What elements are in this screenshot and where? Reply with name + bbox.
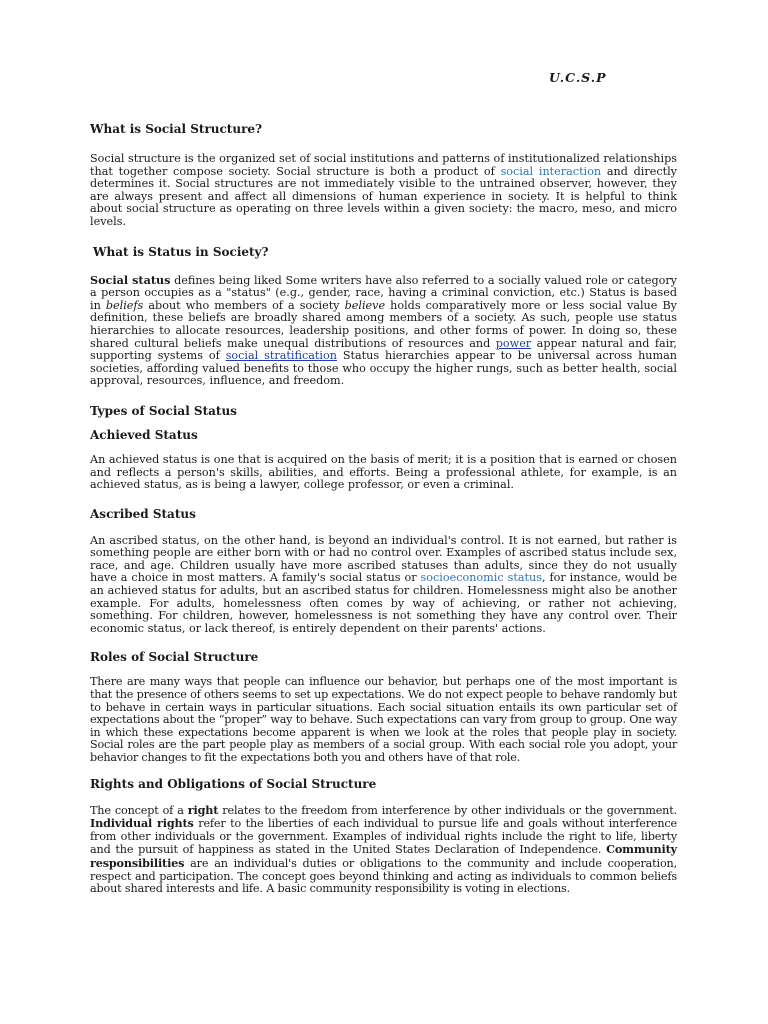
heading-rights-and-obligations: Rights and Obligations of Social Structure xyxy=(90,776,377,791)
paragraph-ascribed-status: An ascribed status, on the other hand, is beyond an individual's control. It is not earned, but rather is something people are either born with or had no control over. Examples of ascribed status include sex, race, and age. Children usually have more ascribed statuses than adults, since they do not usually have a choice in most matters. A family's social status or socioeconomic status, for instance, would be an achieved status for adults, but an ascribed status for children. Homelessness might also be another example. For adults, homelessness often comes by way of achieving, or rather not achieving, something. For children, however, homelessness is not something they have any control over. Their economic status, or lack thereof, is entirely dependent on their parents' actions. xyxy=(90,533,677,635)
link-social-stratification[interactable]: social stratification xyxy=(225,349,337,363)
link-social-interaction[interactable]: social interaction xyxy=(500,164,602,178)
paragraph-rights: The concept of a right relates to the freedom from interference by other individuals or the government. Individual rights refer to the liberties of each individual to pursue life and goals without interference from other individuals or the government. Examples of individual rights include the right to life, liberty and the pursuit of happiness as stated in the United States Declaration of Independence. Community responsibilities are an individual's duties or obligations to the community and include cooperation, respect and participation. The concept goes beyond thinking and acting as individuals to common beliefs about shared interests and life. A basic community responsibility is voting in elections. xyxy=(90,802,677,896)
heading-achieved-status: Achieved Status xyxy=(90,427,198,442)
document-body xyxy=(90,122,677,896)
heading-types-of-social-status: Types of Social Status xyxy=(90,403,237,418)
heading-what-is-social-structure: What is Social Structure? xyxy=(90,122,263,136)
link-socioeconomic-status[interactable]: socioeconomic status xyxy=(420,571,542,585)
link-power[interactable]: power xyxy=(495,336,532,350)
document-header: U.C.S.P xyxy=(549,70,607,85)
heading-roles-of-social-structure: Roles of Social Structure xyxy=(90,650,259,665)
paragraph-roles: There are many ways that people can influence our behavior, but perhaps one of the most important is that the presence of others seems to set up expectations. We do not expect people to behave randomly but to behave in certain ways in particular situations. Each social situation entails its own particular set of expectations about the “proper” way to behave. Such expectations can vary from group to group. One way in which these expectations become apparent is when we look at the roles that people play in society. Social roles are the part people play as members of a social group. With each social role you adopt, your behavior changes to fit the expectations both you and others have of that role. xyxy=(90,675,677,764)
heading-ascribed-status: Ascribed Status xyxy=(90,506,196,521)
heading-what-is-status: What is Status in Society? xyxy=(93,244,269,259)
paragraph-social-structure: Social structure is the organized set of social institutions and patterns of institutionalized relationships that together compose society. Social structure is both a product of social interaction and directly determines it. Social structures are not immediately visible to the untrained observer, however, they are always present and affect all dimensions of human experience in society. It is helpful to think about social structure as operating on three levels within a given society: the macro, meso, and micro levels. xyxy=(90,152,677,228)
paragraph-achieved-status: An achieved status is one that is acquired on the basis of merit; it is a position that is earned or chosen and reflects a person's skills, abilities, and efforts. Being a professional athlete, for example, is an achieved status, as is being a lawyer, college professor, or even a criminal. xyxy=(90,452,677,492)
paragraph-social-status: Social status defines being liked Some writers have also referred to a socially valued role or category a person occupies as a "status" (e.g., gender, race, having a criminal conviction, etc.) Status is based in beliefs about who members of a society believe holds comparatively more or less social value By definition, these beliefs are broadly shared among members of a society. As such, people use status hierarchies to allocate resources, leadership positions, and other forms of power. In doing so, these shared cultural beliefs make unequal distributions of resources and power appear natural and fair, supporting systems of social stratification Status hierarchies appear to be universal across human societies, affording valued benefits to those who occupy the higher rungs, such as better health, social approval, resources, influence, and freedom. xyxy=(90,272,678,388)
